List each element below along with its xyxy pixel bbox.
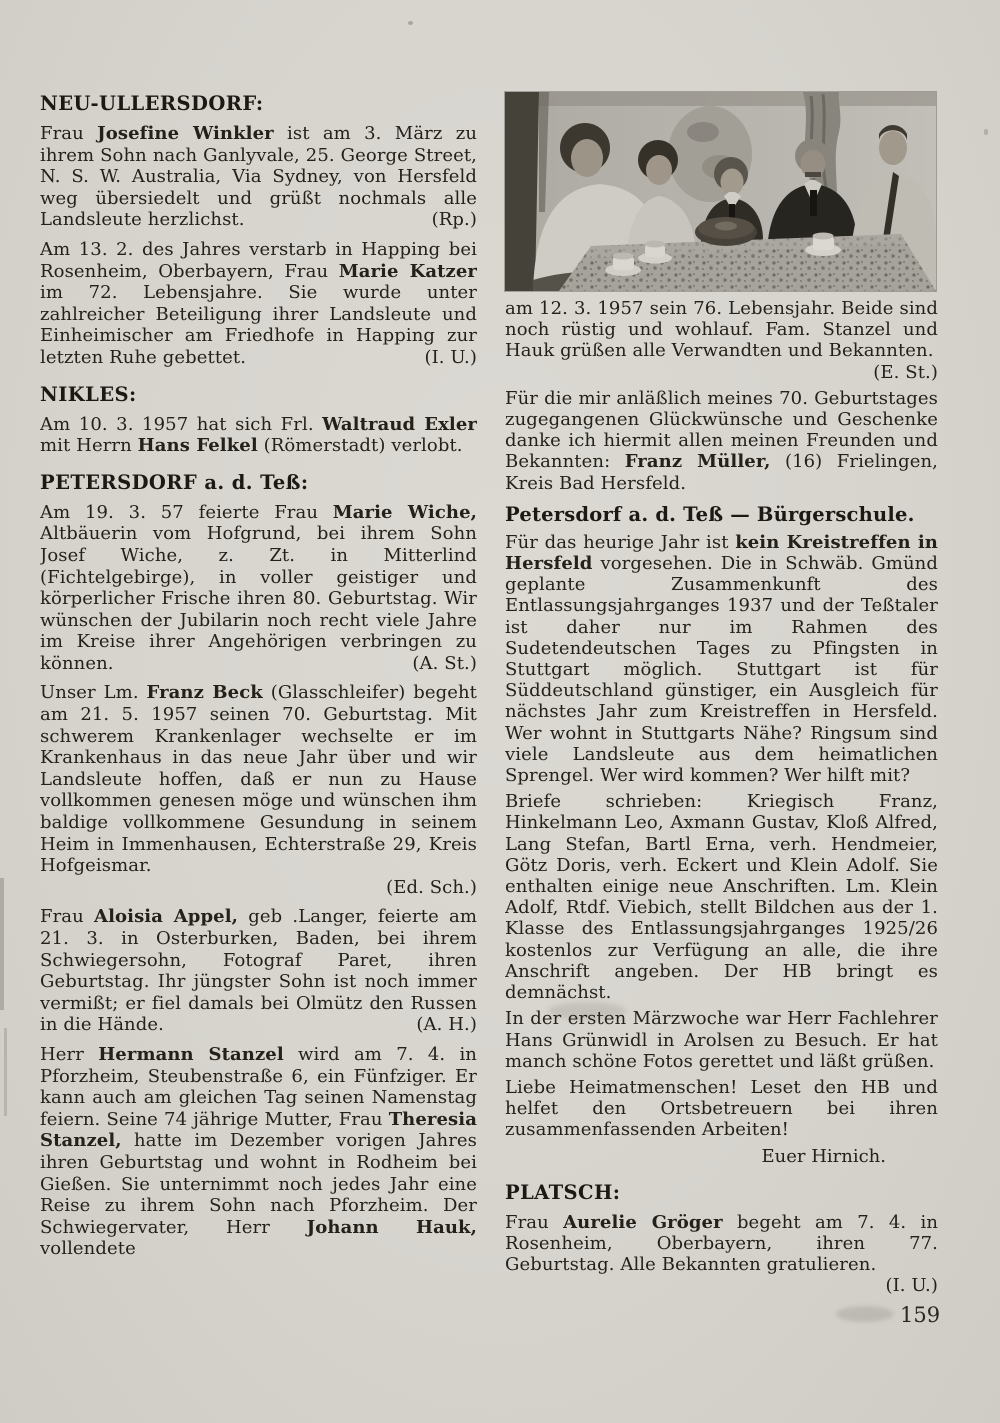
- paragraph: [505, 388, 938, 494]
- scan-edge-mark: [4, 1028, 7, 1116]
- body-text: Am 10. 3. 1957 hat sich Frl.: [40, 413, 323, 435]
- paragraph: [505, 1212, 938, 1297]
- scan-edge-mark: [0, 878, 4, 1010]
- bold-name-text: PLATSCH:: [505, 1180, 621, 1204]
- bold-name-text: Marie Wiche,: [332, 501, 477, 523]
- body-text: wird am 7. 4. in Pforzheim, Steubenstraße 6, ein Fünfziger. Er kann auch am gleichen Tag seinen Namenstag feiern. Seine 74 jährige Mutter, Frau: [40, 1043, 477, 1130]
- body-text: begeht am 7. 4. in Rosenheim, Oberbayern, ihren 77. Geburtstag. Alle Bekannten gratulieren.: [505, 1211, 938, 1276]
- section-heading: [40, 471, 477, 494]
- body-text: Frau: [505, 1211, 564, 1233]
- paragraph: [40, 414, 477, 457]
- bold-name-text: Aurelie Gröger: [563, 1211, 723, 1233]
- source-initials: (A. St.): [412, 652, 477, 674]
- body-text: (Römerstadt) verlobt.: [257, 435, 463, 457]
- body-text: Frau: [40, 123, 98, 144]
- source-initials: (I. U.): [424, 346, 477, 368]
- section-heading: [40, 383, 477, 406]
- paragraph: [40, 502, 477, 675]
- body-text: vollendete: [40, 1238, 136, 1260]
- paragraph: [40, 906, 477, 1036]
- bold-name-text: NIKLES:: [40, 382, 137, 406]
- body-text: im 72. Lebensjahre. Sie wurde unter zahlreicher Beteiligung ihrer Landsleute und Einheimischer am Friedhofe in Happing zur letzten Ruhe gebettet.: [40, 282, 477, 368]
- body-text: mit Herrn: [40, 435, 138, 457]
- body-text: (Glasschleifer) begeht am 21. 5. 1957 seinen 70. Geburtstag. Mit schwerem Krankenlager wechselte er im Krankenhaus in das neue Jahr über und wir Landsleute hoffen, daß er nun zu Hause vollkommen genesen möge und wünschen ihm baldige vollkommene Gesundung in seinem Heim in Immenhausen, Echterstraße 29, Kreis Hofgeismar.: [40, 682, 477, 877]
- body-text: Unser Lm.: [40, 682, 147, 704]
- bold-name-text: Theresia Stanzel,: [40, 1108, 477, 1152]
- body-text: Briefe schrieben: Kriegisch Franz, Hinkelmann Leo, Axmann Gustav, Kloß Alfred, Lang Stefan, Bartl Erna, verh. Hendmeier, Götz Doris, verh. Eckert und Klein Adolf. Sie enthalten einige neue Anschriften. Lm. Klein Adolf, Rtdf. Viebich, stellt Bildchen aus der 1. Klasse des Entlassungsjahrganges 1925/26 kostenlos zur Verfügung an alle, die ihre Anschrift angeben. Der HB bringt es demnächst.: [505, 791, 938, 1004]
- paragraph: [505, 791, 938, 1003]
- body-text: vorgesehen. Die in Schwäb. Gmünd geplante Zusammenkunft des Entlassungsjahrganges 1937 und der Teßtaler ist daher nur im Rahmen des Sudetendeutschen Tages zu Pfingsten in Stuttgart möglich. Stuttgart ist für Süddeutschland günstiger, ein Ausgleich für nächstes Jahr zum Kreistreffen in Hersfeld. Wer wohnt in Stuttgarts Nähe? Ringsum sind viele Landsleute aus dem heimatlichen Sprengel. Wer wird kommen? Wer hilft mit?: [505, 553, 938, 787]
- source-initials: (A. H.): [416, 1014, 477, 1036]
- section-heading: [505, 503, 938, 526]
- paragraph: [40, 682, 477, 898]
- body-text: am 12. 3. 1957 sein 76. Lebensjahr. Beide sind noch rüstig und wohlauf. Fam. Stanzel und Hauk grüßen alle Verwandten und Bekannten.: [505, 298, 938, 362]
- body-text: ist am 3. März zu ihrem Sohn nach Ganlyvale, 25. George Street, N. S. W. Australia, Via Sydney, von Hersfeld weg übersiedelt und grüßt nochmals alle Landsleute herzlichst.: [40, 123, 477, 231]
- body-text: Am 19. 3. 57 feierte Frau: [40, 501, 333, 523]
- section-heading: [40, 92, 477, 115]
- bold-name-text: Petersdorf a. d. Teß — Bürgerschule.: [505, 502, 915, 526]
- bold-name-text: Franz Müller,: [624, 451, 771, 473]
- paragraph: [505, 1077, 938, 1141]
- source-initials: (E. St.): [873, 361, 938, 383]
- paragraph: [505, 1008, 938, 1072]
- body-text: Am 13. 2. des Jahres verstarb in Happing bei Rosenheim, Oberbayern, Frau: [40, 238, 477, 282]
- family-photo-illustration: [505, 92, 936, 291]
- bold-name-text: Hermann Stanzel: [98, 1043, 284, 1065]
- bold-name-text: Hans Felkel: [137, 435, 258, 457]
- bold-name-text: PETERSDORF a. d. Teß:: [40, 470, 309, 494]
- body-text: Frau: [40, 906, 95, 928]
- bold-name-text: Franz Beck: [146, 682, 263, 704]
- paragraph: [40, 1044, 477, 1260]
- bold-name-text: Marie Katzer: [338, 260, 477, 282]
- body-text: Für das heurige Jahr ist: [505, 531, 736, 553]
- bold-name-text: Josefine Winkler: [97, 123, 274, 144]
- scan-speck: [408, 21, 413, 25]
- body-text: Herr: [40, 1043, 99, 1065]
- paragraph: [40, 239, 477, 369]
- left-column: [40, 92, 477, 1268]
- paragraph: [505, 532, 938, 786]
- body-text: In der ersten Märzwoche war Herr Fachlehrer Hans Grünwidl in Arolsen zu Besuch. Er hat manch schöne Fotos gerettet und läßt grüßen.: [505, 1008, 938, 1072]
- body-text: Euer Hirnich.: [761, 1145, 886, 1167]
- scan-speck: [984, 129, 988, 135]
- body-text: geb .Langer, feierte am 21. 3. in Osterburken, Baden, bei ihrem Schwiegersohn, Fotograf Paret, ihren Geburtstag. Ihr jüngster Sohn ist noch immer vermißt; er fiel damals bei Olmütz den Russen in die Hände.: [40, 906, 477, 1036]
- bold-name-text: kein Kreistreffen in Hersfeld: [505, 531, 938, 575]
- page-number: 159: [900, 1303, 941, 1327]
- body-text: hatte im Dezember vorigen Jahres ihren Geburtstag und wohnt in Rodheim bei Gießen. Sie unternimmt noch jedes Jahr eine Reise zu ihrem Sohn nach Pforzheim. Der Schwiegervater, Herr: [40, 1130, 477, 1238]
- bold-name-text: Johann Hauk,: [306, 1216, 477, 1238]
- scan-smudge: [836, 1306, 894, 1322]
- paragraph: [505, 298, 938, 383]
- body-text: Altbäuerin vom Hofgrund, bei ihrem Sohn Josef Wiche, z. Zt. in Mitterlind (Fichtelgebirge), in voller geistiger und körperlicher Frische ihren 80. Geburtstag. Wir wünschen der Jubilarin noch recht viele Jahre im Kreise ihrer Angehörigen verbringen zu können.: [40, 523, 477, 674]
- body-text: Für die mir anläßlich meines 70. Geburtstages zugegangenen Glückwünsche und Geschenke danke ich hiermit allen meinen Freunden und Bekannten:: [505, 387, 938, 473]
- source-initials: (I. U.): [885, 1275, 938, 1297]
- right-column-text: [505, 298, 938, 1297]
- source-initials: (Ed. Sch.): [386, 876, 477, 898]
- section-heading: [505, 1181, 938, 1204]
- right-column: [505, 92, 938, 1302]
- source-initials: (Rp.): [431, 209, 477, 231]
- signoff-line: [505, 1146, 938, 1167]
- bold-name-text: Aloisia Appel,: [94, 906, 239, 928]
- bold-name-text: Waltraud Exler: [322, 413, 477, 435]
- body-text: Liebe Heimatmenschen! Leset den HB und helfet den Ortsbetreuern bei ihren zusammenfassenden Arbeiten!: [505, 1076, 938, 1141]
- paragraph: [40, 123, 477, 231]
- bold-name-text: NEU-ULLERSDORF:: [40, 92, 264, 115]
- body-text: (16) Frielingen, Kreis Bad Hersfeld.: [505, 451, 938, 494]
- family-photo: [505, 92, 936, 291]
